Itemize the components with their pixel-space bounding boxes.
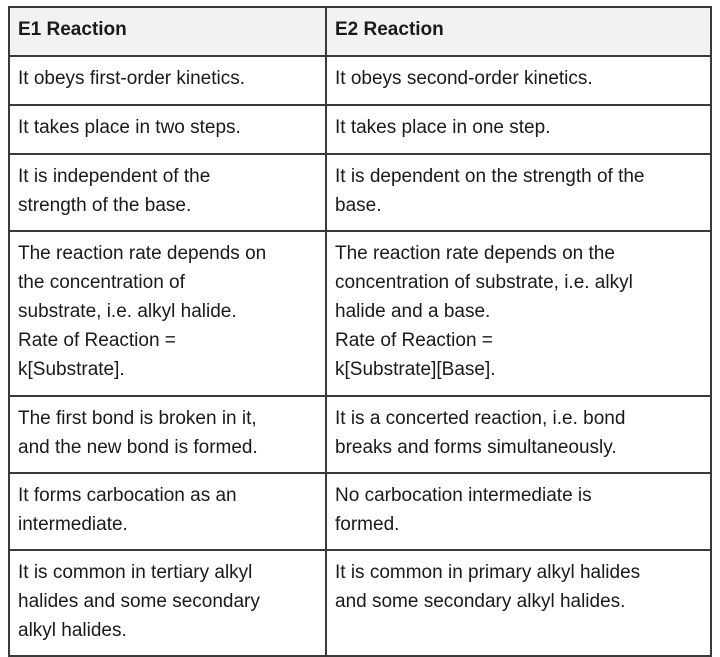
cell-line: base.	[335, 195, 382, 216]
e1-cell	[9, 105, 326, 154]
e2-cell	[326, 550, 711, 656]
e2-cell	[326, 154, 711, 231]
cell-line: It obeys first-order kinetics.	[18, 68, 246, 89]
cell-line: the concentration of	[18, 272, 185, 293]
cell-line: halide and a base.	[335, 301, 491, 322]
cell-line: It takes place in two steps.	[18, 117, 241, 138]
e1-cell	[9, 550, 326, 656]
cell-line: It is independent of the	[18, 166, 211, 187]
table-row	[9, 105, 711, 154]
cell-line: It forms carbocation as an	[18, 485, 237, 506]
e1-cell	[9, 154, 326, 231]
cell-line: It is dependent on the strength of the	[335, 166, 645, 187]
cell-line: strength of the base.	[18, 195, 192, 216]
comparison-sheet	[8, 6, 710, 657]
table-row	[9, 56, 711, 105]
e1-e2-comparison-table	[8, 6, 712, 657]
cell-line: intermediate.	[18, 514, 128, 535]
table-row	[9, 231, 711, 396]
cell-line: It takes place in one step.	[335, 117, 551, 138]
table-row	[9, 396, 711, 473]
cell-line: No carbocation intermediate is	[335, 485, 592, 506]
e1-cell	[9, 473, 326, 550]
cell-line: and some secondary alkyl halides.	[335, 591, 626, 612]
e1-cell	[9, 56, 326, 105]
cell-line: It is common in tertiary alkyl	[18, 562, 253, 583]
cell-line: The first bond is broken in it,	[18, 408, 257, 429]
cell-line: It obeys second-order kinetics.	[335, 68, 593, 89]
column-header-e1: E1 Reaction	[9, 7, 326, 56]
cell-line: k[Substrate][Base].	[335, 359, 496, 380]
cell-line: formed.	[335, 514, 400, 535]
cell-line: Rate of Reaction =	[18, 330, 176, 351]
cell-line: concentration of substrate, i.e. alkyl	[335, 272, 633, 293]
e2-cell	[326, 56, 711, 105]
e2-cell	[326, 396, 711, 473]
e2-cell	[326, 231, 711, 396]
cell-line: Rate of Reaction =	[335, 330, 493, 351]
e1-cell	[9, 231, 326, 396]
cell-line: The reaction rate depends on	[18, 243, 267, 264]
cell-line: halides and some secondary	[18, 591, 260, 612]
cell-line: and the new bond is formed.	[18, 437, 258, 458]
header-row	[9, 7, 711, 56]
cell-line: substrate, i.e. alkyl halide.	[18, 301, 237, 322]
cell-line: breaks and forms simultaneously.	[335, 437, 617, 458]
cell-line: k[Substrate].	[18, 359, 125, 380]
e2-cell	[326, 105, 711, 154]
e2-cell	[326, 473, 711, 550]
column-header-e2: E2 Reaction	[326, 7, 711, 56]
table-row	[9, 550, 711, 656]
cell-line: The reaction rate depends on the	[335, 243, 615, 264]
table-row	[9, 473, 711, 550]
cell-line: It is a concerted reaction, i.e. bond	[335, 408, 626, 429]
e1-cell	[9, 396, 326, 473]
table-row	[9, 154, 711, 231]
cell-line: It is common in primary alkyl halides	[335, 562, 641, 583]
cell-line: alkyl halides.	[18, 620, 127, 641]
